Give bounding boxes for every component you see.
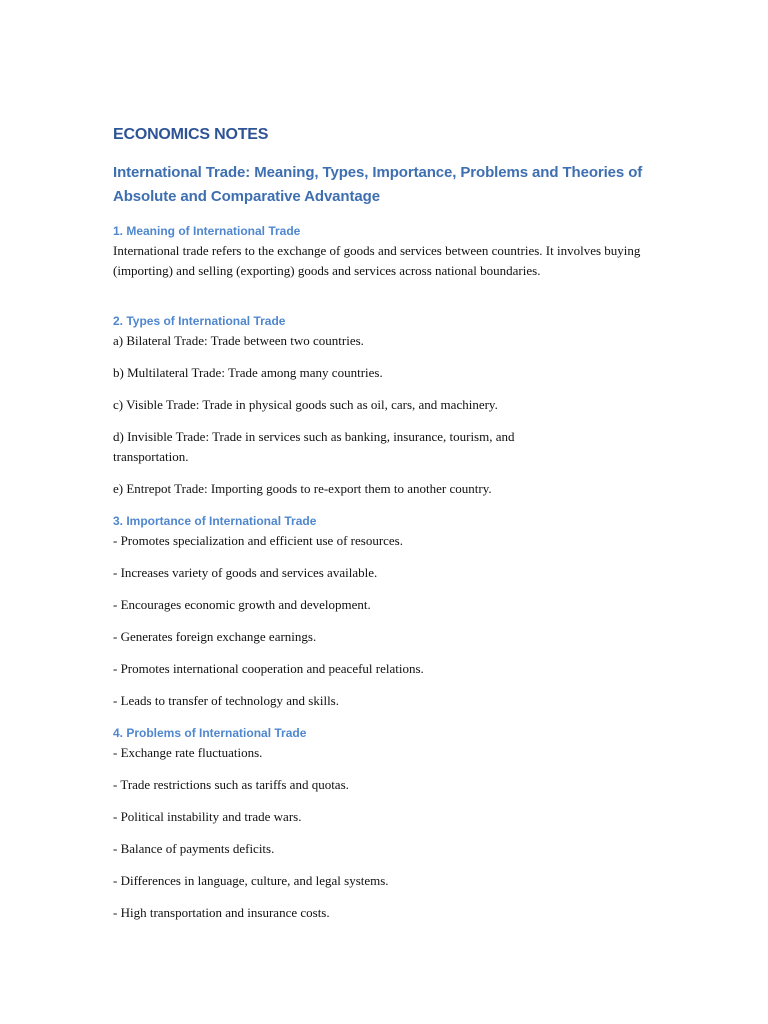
section-types	[113, 311, 653, 498]
types-list-item: b) Multilateral Trade: Trade among many countries.	[113, 365, 383, 380]
section-heading-problems: 4. Problems of International Trade	[113, 726, 307, 740]
problems-list-item: - Trade restrictions such as tariffs and quotas.	[113, 777, 349, 792]
section-heading-importance: 3. Importance of International Trade	[113, 514, 317, 528]
importance-list-item: - Increases variety of goods and services available.	[113, 565, 378, 580]
importance-list-item: - Encourages economic growth and development.	[113, 597, 371, 612]
types-list-item: c) Visible Trade: Trade in physical goods such as oil, cars, and machinery.	[113, 397, 498, 412]
section-heading-types: 2. Types of International Trade	[113, 314, 286, 328]
types-list-item: a) Bilateral Trade: Trade between two countries.	[113, 333, 364, 348]
problems-list-item: - High transportation and insurance costs.	[113, 905, 330, 920]
section-meaning	[113, 221, 653, 280]
document-title: ECONOMICS NOTES	[113, 126, 269, 143]
meaning-paragraph: International trade refers to the exchange of goods and services between countries. It involves buying (importing) and selling (exporting) goods and services across national boundaries.	[113, 243, 641, 278]
section-heading-meaning: 1. Meaning of International Trade	[113, 224, 301, 238]
importance-list-item: - Leads to transfer of technology and skills.	[113, 693, 339, 708]
importance-list-item: - Promotes international cooperation and peaceful relations.	[113, 661, 424, 676]
problems-list-item: - Balance of payments deficits.	[113, 841, 275, 856]
problems-list-item: - Political instability and trade wars.	[113, 809, 302, 824]
types-list-item: d) Invisible Trade: Trade in services such as banking, insurance, tourism, and transportation.	[113, 429, 515, 464]
importance-list-item: - Promotes specialization and efficient use of resources.	[113, 533, 403, 548]
types-list-item: e) Entrepot Trade: Importing goods to re-export them to another country.	[113, 480, 492, 496]
problems-list-item: - Differences in language, culture, and legal systems.	[113, 873, 389, 888]
importance-list-item: - Generates foreign exchange earnings.	[113, 629, 317, 644]
section-problems	[113, 723, 653, 923]
section-importance	[113, 511, 653, 711]
document-subtitle: International Trade: Meaning, Types, Importance, Problems and Theories of Absolute and Comparative Advantage	[113, 164, 643, 205]
problems-list-item: - Exchange rate fluctuations.	[113, 745, 263, 760]
